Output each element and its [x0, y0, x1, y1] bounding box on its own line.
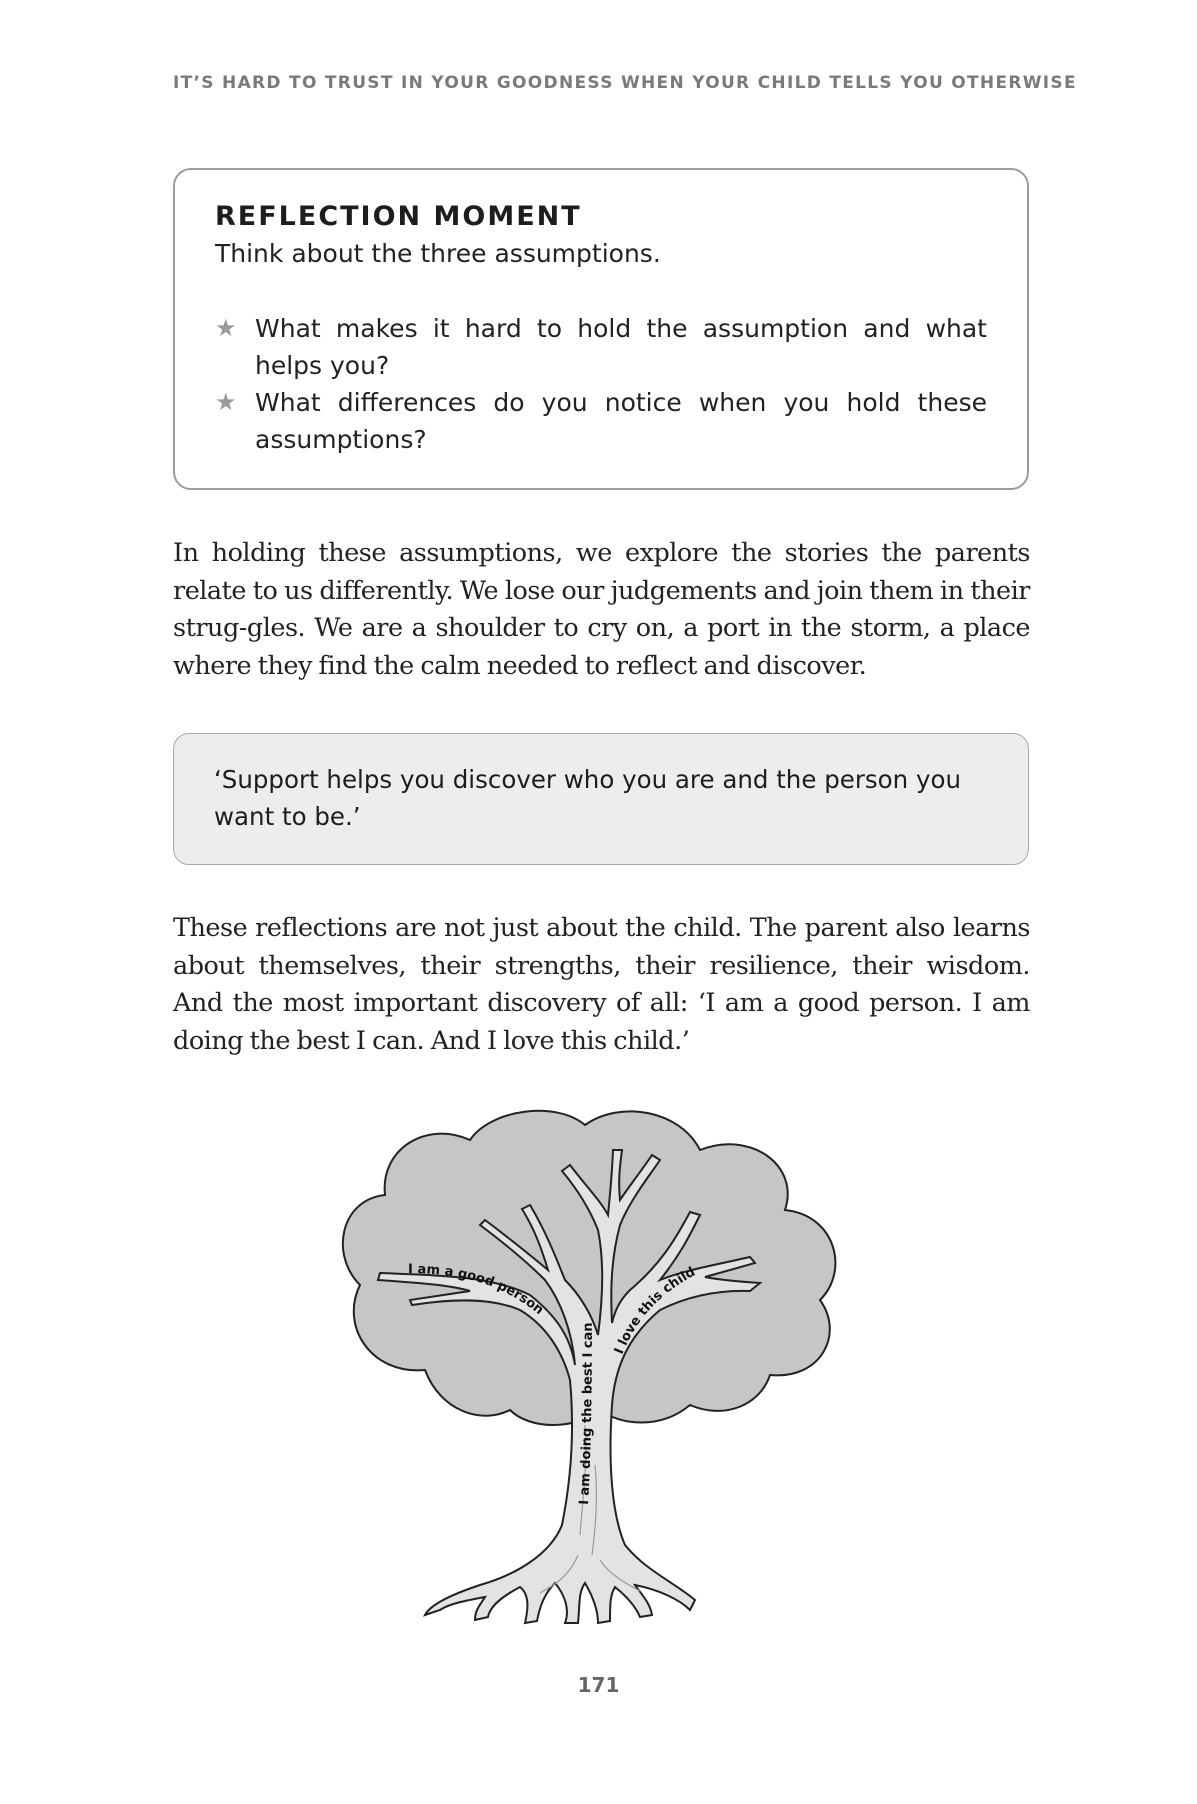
- body-paragraph-2: These reflections are not just about the child. The parent also learns about themselves, their strengths, their resilience, their wisdom. And the most important discovery of all: ‘I am a good person. I am doing the best I can. And I love this child.’: [173, 913, 1030, 1056]
- tree-branch-right-text: I love this child: [611, 1264, 698, 1357]
- star-icon: ★: [215, 388, 237, 416]
- body-paragraph-1: In holding these assumptions, we explore the stories the parents relate to us differently. We lose our judgements and join them in their strug-gles. We are a shoulder to cry on, a port in the storm, a place where they find the calm needed to reflect and discover.: [173, 538, 1030, 681]
- reflection-box: [173, 168, 1029, 490]
- quote-box: [173, 733, 1029, 865]
- reflection-question: [215, 310, 987, 384]
- tree-illustration: [330, 1105, 870, 1625]
- reflection-intro: Think about the three assumptions.: [215, 239, 661, 268]
- quote-text: ‘Support helps you discover who you are and the person you want to be.’: [214, 765, 961, 831]
- running-head: IT’S HARD TO TRUST IN YOUR GOODNESS WHEN YOUR CHILD TELLS YOU OTHERWISE: [173, 73, 1077, 93]
- reflection-question: [215, 384, 987, 458]
- reflection-question-text: What differences do you notice when you hold these assumptions?: [255, 388, 987, 454]
- star-icon: ★: [215, 314, 237, 342]
- page-number: 171: [577, 1673, 620, 1697]
- tree-branch-left-text: I am a good person: [408, 1261, 547, 1318]
- reflection-question-text: What makes it hard to hold the assumption and what helps you?: [255, 314, 987, 380]
- tree-trunk-text: I am doing the best I can: [577, 1322, 596, 1506]
- reflection-questions: [215, 310, 987, 458]
- reflection-title: REFLECTION MOMENT: [215, 201, 582, 232]
